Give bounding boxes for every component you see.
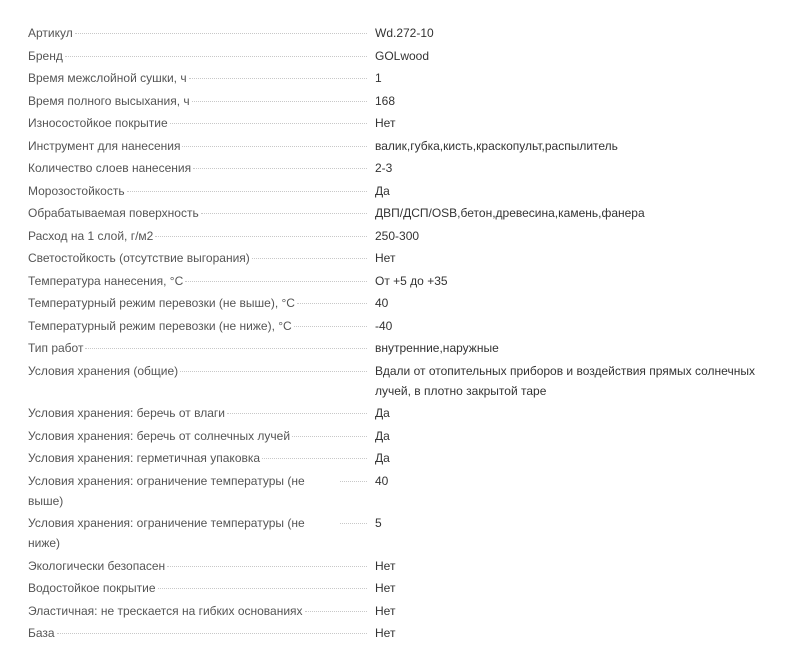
spec-label: Артикул <box>28 26 73 40</box>
spec-row <box>28 248 768 268</box>
spec-label: Расход на 1 слой, г/м2 <box>28 228 154 243</box>
spec-label-cell <box>28 23 375 43</box>
spec-label: Время межслойной сушки, ч <box>28 71 187 85</box>
spec-row <box>28 601 768 621</box>
spec-label: Водостойкое покрытие <box>28 581 156 595</box>
spec-value: Да <box>375 428 390 443</box>
spec-value: Да <box>375 406 390 420</box>
spec-value: 40 <box>375 296 389 310</box>
dotted-leader <box>201 213 367 214</box>
spec-label-cell <box>28 623 375 643</box>
spec-label: Температурный режим перевозки (не выше), °С <box>28 296 295 310</box>
spec-row <box>28 426 768 446</box>
spec-value: GOLwood <box>375 48 430 63</box>
spec-label-cell <box>28 361 375 381</box>
dotted-leader <box>262 458 367 459</box>
spec-value: 168 <box>375 93 396 108</box>
spec-row <box>28 271 768 291</box>
spec-label-cell <box>28 293 375 313</box>
spec-row <box>28 578 768 598</box>
spec-label: Обрабатываемая поверхность <box>28 206 199 220</box>
spec-row <box>28 203 768 223</box>
spec-label: Эластичная: не трескается на гибких основаниях <box>28 603 303 618</box>
spec-value: Нет <box>375 558 396 573</box>
spec-label: Условия хранения: беречь от солнечных лучей <box>28 428 291 443</box>
dotted-leader <box>65 56 367 57</box>
spec-row <box>28 448 768 468</box>
spec-label: Бренд <box>28 48 63 63</box>
dotted-leader <box>158 588 368 589</box>
spec-value: Вдали от отопительных приборов и воздействия прямых солнечных лучей, в плотно закрытой таре <box>375 363 755 398</box>
spec-row <box>28 316 768 336</box>
spec-label-cell <box>28 426 375 446</box>
dotted-leader <box>155 236 367 237</box>
spec-label: Экологически безопасен <box>28 558 166 573</box>
spec-label: Температура нанесения, °С <box>28 273 184 288</box>
dotted-leader <box>127 191 367 192</box>
dotted-leader <box>294 326 367 327</box>
dotted-leader <box>192 101 367 102</box>
spec-row <box>28 181 768 201</box>
spec-label: Светостойкость (отсутствие выгорания) <box>28 251 250 265</box>
spec-row <box>28 403 768 423</box>
spec-label-cell <box>28 136 375 156</box>
dotted-leader <box>193 168 367 169</box>
spec-value: Нет <box>375 626 396 640</box>
spec-label-cell <box>28 578 375 598</box>
dotted-leader <box>292 436 367 437</box>
dotted-leader <box>182 146 367 147</box>
spec-label-cell <box>28 113 375 133</box>
dotted-leader <box>305 611 367 612</box>
spec-row <box>28 158 768 178</box>
dotted-leader <box>189 78 367 79</box>
spec-value: валик,губка,кисть,краскопульт,распылитель <box>375 138 618 153</box>
spec-value: 1 <box>375 71 382 85</box>
spec-value: ДВП/ДСП/OSB,бетон,древесина,камень,фанера <box>375 206 645 220</box>
spec-row <box>28 623 768 643</box>
spec-row <box>28 91 768 111</box>
spec-value: 5 <box>375 516 382 530</box>
spec-value: Нет <box>375 581 396 595</box>
spec-row <box>28 46 768 66</box>
spec-row <box>28 556 768 576</box>
spec-label-cell <box>28 271 375 291</box>
spec-row <box>28 23 768 43</box>
spec-label: Условия хранения: ограничение температуры (не выше) <box>28 473 305 508</box>
spec-label: Температурный режим перевозки (не ниже), °С <box>28 318 292 333</box>
spec-label: Тип работ <box>28 341 84 355</box>
spec-label-cell <box>28 68 375 88</box>
spec-row <box>28 68 768 88</box>
spec-label-cell <box>28 556 375 576</box>
spec-label-cell <box>28 448 375 468</box>
spec-label-cell <box>28 513 375 553</box>
spec-label-cell <box>28 248 375 268</box>
dotted-leader <box>185 281 367 282</box>
spec-value: Нет <box>375 116 396 130</box>
spec-row <box>28 136 768 156</box>
spec-label-cell <box>28 91 375 111</box>
spec-row <box>28 471 768 511</box>
spec-value: внутренние,наружные <box>375 341 499 355</box>
spec-label: Морозостойкость <box>28 183 125 198</box>
spec-label: Инструмент для нанесения <box>28 138 181 153</box>
spec-row <box>28 226 768 246</box>
spec-value: 40 <box>375 473 389 488</box>
spec-value: Да <box>375 451 390 465</box>
dotted-leader <box>297 303 367 304</box>
spec-value: Wd.272-10 <box>375 26 434 40</box>
dotted-leader <box>340 481 367 482</box>
dotted-leader <box>252 258 367 259</box>
spec-label: Условия хранения: герметичная упаковка <box>28 451 261 465</box>
spec-label: Условия хранения: ограничение температуры (не ниже) <box>28 516 305 550</box>
spec-value: 2-3 <box>375 161 393 175</box>
spec-label-cell <box>28 403 375 423</box>
spec-label-cell <box>28 338 375 358</box>
spec-label-cell <box>28 471 375 511</box>
spec-label: Условия хранения (общие) <box>28 363 179 378</box>
dotted-leader <box>85 348 367 349</box>
spec-row <box>28 113 768 133</box>
dotted-leader <box>340 523 367 524</box>
spec-value: Нет <box>375 603 396 618</box>
dotted-leader <box>75 33 367 34</box>
specifications-list <box>28 23 768 646</box>
spec-value: 250-300 <box>375 228 420 243</box>
spec-label: Количество слоев нанесения <box>28 161 192 175</box>
spec-label-cell <box>28 46 375 66</box>
spec-label-cell <box>28 158 375 178</box>
spec-label: Условия хранения: беречь от влаги <box>28 406 225 420</box>
spec-label-cell <box>28 203 375 223</box>
spec-label-cell <box>28 316 375 336</box>
spec-row <box>28 293 768 313</box>
spec-value: От +5 до +35 <box>375 273 448 288</box>
spec-value: -40 <box>375 318 393 333</box>
spec-row <box>28 338 768 358</box>
spec-value: Нет <box>375 251 396 265</box>
dotted-leader <box>227 413 367 414</box>
dotted-leader <box>57 633 367 634</box>
dotted-leader <box>180 371 367 372</box>
spec-row <box>28 513 768 553</box>
spec-value: Да <box>375 183 390 198</box>
spec-label-cell <box>28 601 375 621</box>
dotted-leader <box>167 566 367 567</box>
spec-row <box>28 361 768 401</box>
spec-label: Время полного высыхания, ч <box>28 93 190 108</box>
spec-label: База <box>28 626 55 640</box>
dotted-leader <box>170 123 367 124</box>
spec-label-cell <box>28 226 375 246</box>
spec-label: Износостойкое покрытие <box>28 116 168 130</box>
spec-label-cell <box>28 181 375 201</box>
